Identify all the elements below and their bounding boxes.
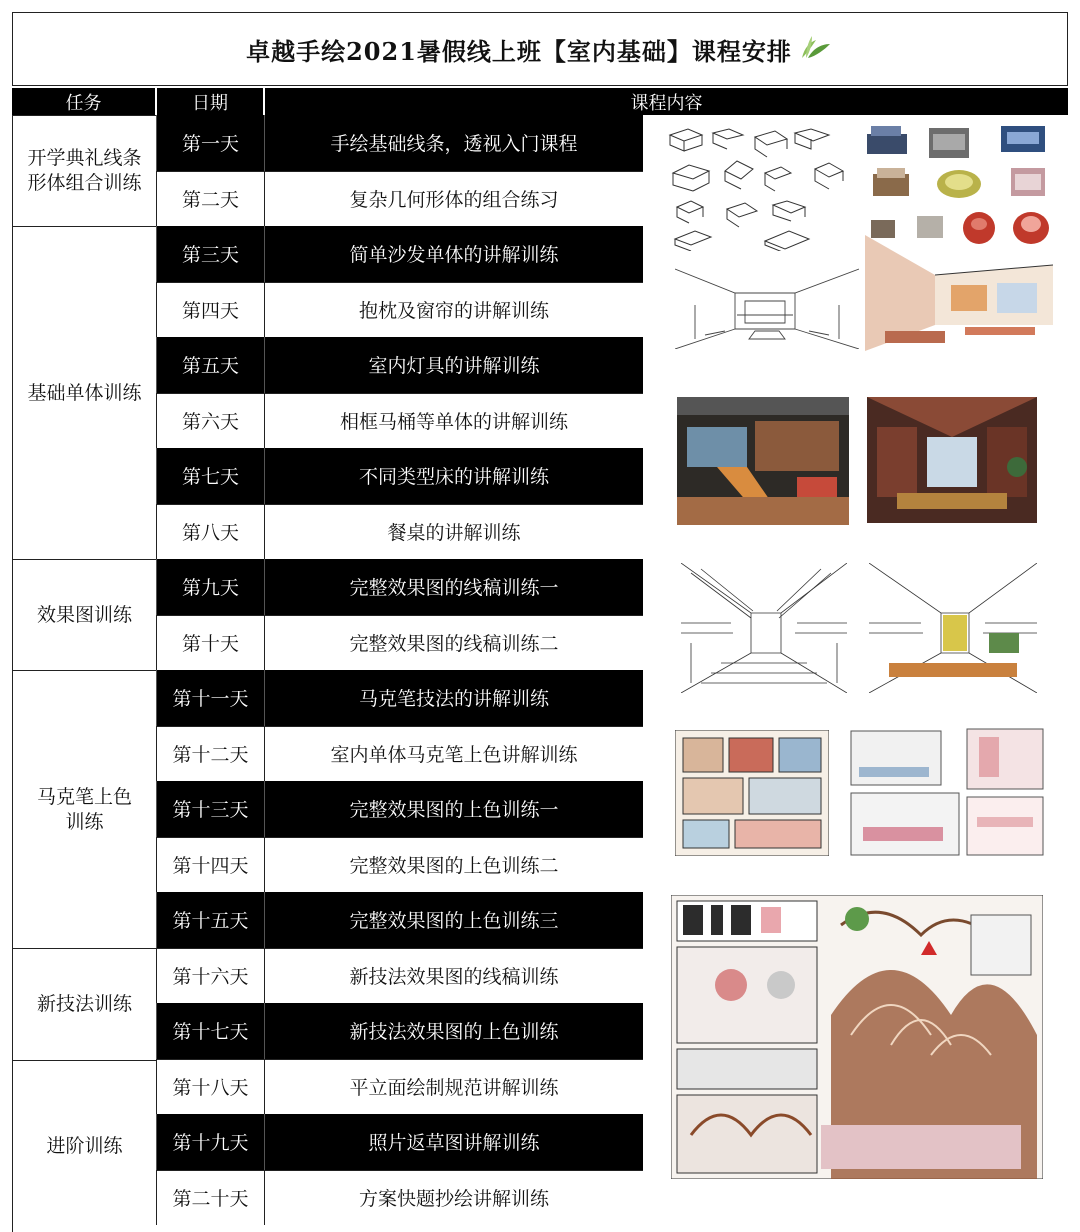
day-cell: 第九天 — [156, 559, 264, 615]
header-content: 课程内容 — [265, 88, 1068, 115]
day-cell: 第十三天 — [156, 781, 264, 837]
table-row — [156, 1003, 643, 1059]
floor-plan-marker-image — [675, 730, 829, 856]
colored-wood-hall-image — [867, 397, 1037, 523]
table-row — [156, 448, 643, 504]
table-row — [156, 892, 643, 948]
day-cell: 第二十天 — [156, 1170, 264, 1226]
table-header — [12, 88, 1068, 115]
table-row — [156, 115, 643, 171]
day-cell: 第十五天 — [156, 892, 264, 948]
content-cell: 完整效果图的上色训练三 — [264, 892, 643, 948]
table-row — [156, 948, 643, 1004]
colored-stair-interior-image — [677, 397, 849, 525]
day-cell: 第十四天 — [156, 837, 264, 893]
day-cell: 第十七天 — [156, 1003, 264, 1059]
colored-sofa-sketches-image — [861, 120, 1059, 250]
content-cell: 方案快题抄绘讲解训练 — [264, 1170, 643, 1226]
table-row — [156, 504, 643, 560]
table-row — [156, 559, 643, 615]
colored-interior-sketch-image — [865, 235, 1053, 351]
task-cell-4: 马克笔上色 训练 — [12, 670, 156, 948]
task-cell-5: 新技法训练 — [12, 948, 156, 1060]
header-task: 任务 — [12, 88, 155, 115]
day-cell: 第十九天 — [156, 1114, 264, 1170]
day-cell: 第十六天 — [156, 948, 264, 1004]
day-cell: 第五天 — [156, 337, 264, 393]
content-cell: 室内单体马克笔上色讲解训练 — [264, 726, 643, 782]
content-cell: 新技法效果图的上色训练 — [264, 1003, 643, 1059]
design-board-image — [671, 895, 1043, 1179]
day-cell: 第一天 — [156, 115, 264, 171]
day-cell: 第十八天 — [156, 1059, 264, 1115]
table-row — [156, 393, 643, 449]
content-cell: 平立面绘制规范讲解训练 — [264, 1059, 643, 1115]
day-cell: 第八天 — [156, 504, 264, 560]
content-cell: 照片返草图讲解训练 — [264, 1114, 643, 1170]
table-row — [156, 781, 643, 837]
leaf-icon — [798, 34, 834, 64]
content-cell: 完整效果图的上色训练一 — [264, 781, 643, 837]
content-cell: 马克笔技法的讲解训练 — [264, 670, 643, 726]
header-date: 日期 — [157, 88, 263, 115]
table-row — [156, 670, 643, 726]
content-cell: 抱枕及窗帘的讲解训练 — [264, 282, 643, 338]
day-cell: 第三天 — [156, 226, 264, 282]
content-cell: 复杂几何形体的组合练习 — [264, 171, 643, 227]
title-bar — [12, 12, 1068, 86]
line-interior-sketch-image — [675, 265, 859, 349]
day-cell: 第二天 — [156, 171, 264, 227]
content-cell: 室内灯具的讲解训练 — [264, 337, 643, 393]
task-cell-2: 基础单体训练 — [12, 226, 156, 559]
table-row — [156, 837, 643, 893]
table-row — [156, 1059, 643, 1115]
day-cell: 第十二天 — [156, 726, 264, 782]
day-cell: 第六天 — [156, 393, 264, 449]
task-cell-1: 开学典礼线条 形体组合训练 — [12, 115, 156, 226]
content-cell: 简单沙发单体的讲解训练 — [264, 226, 643, 282]
line-perspective-sketch-b-image — [869, 563, 1037, 693]
table-row — [156, 1170, 643, 1226]
content-cell: 新技法效果图的线稿训练 — [264, 948, 643, 1004]
table-row — [156, 1114, 643, 1170]
day-cell: 第十天 — [156, 615, 264, 671]
content-cell: 完整效果图的线稿训练二 — [264, 615, 643, 671]
illustration-column — [643, 115, 1068, 1232]
line-perspective-sketch-a-image — [681, 563, 847, 693]
table-row — [156, 226, 643, 282]
content-cell: 手绘基础线条，透视入门课程 — [264, 115, 643, 171]
table-row — [156, 171, 643, 227]
day-cell: 第四天 — [156, 282, 264, 338]
content-cell: 不同类型床的讲解训练 — [264, 448, 643, 504]
table-row — [156, 337, 643, 393]
geometric-form-sketches-image — [665, 123, 850, 251]
day-cell: 第七天 — [156, 448, 264, 504]
interior-vignettes-image — [849, 727, 1045, 859]
content-cell: 餐桌的讲解训练 — [264, 504, 643, 560]
day-cell: 第十一天 — [156, 670, 264, 726]
content-cell: 相框马桶等单体的讲解训练 — [264, 393, 643, 449]
content-cell: 完整效果图的线稿训练一 — [264, 559, 643, 615]
task-cell-3: 效果图训练 — [12, 559, 156, 670]
task-cell-6: 进阶训练 — [12, 1060, 156, 1232]
content-cell: 完整效果图的上色训练二 — [264, 837, 643, 893]
table-row — [156, 726, 643, 782]
page-title: 卓越手绘2021暑假线上班【室内基础】课程安排 — [246, 36, 792, 66]
table-row — [156, 615, 643, 671]
table-row — [156, 282, 643, 338]
